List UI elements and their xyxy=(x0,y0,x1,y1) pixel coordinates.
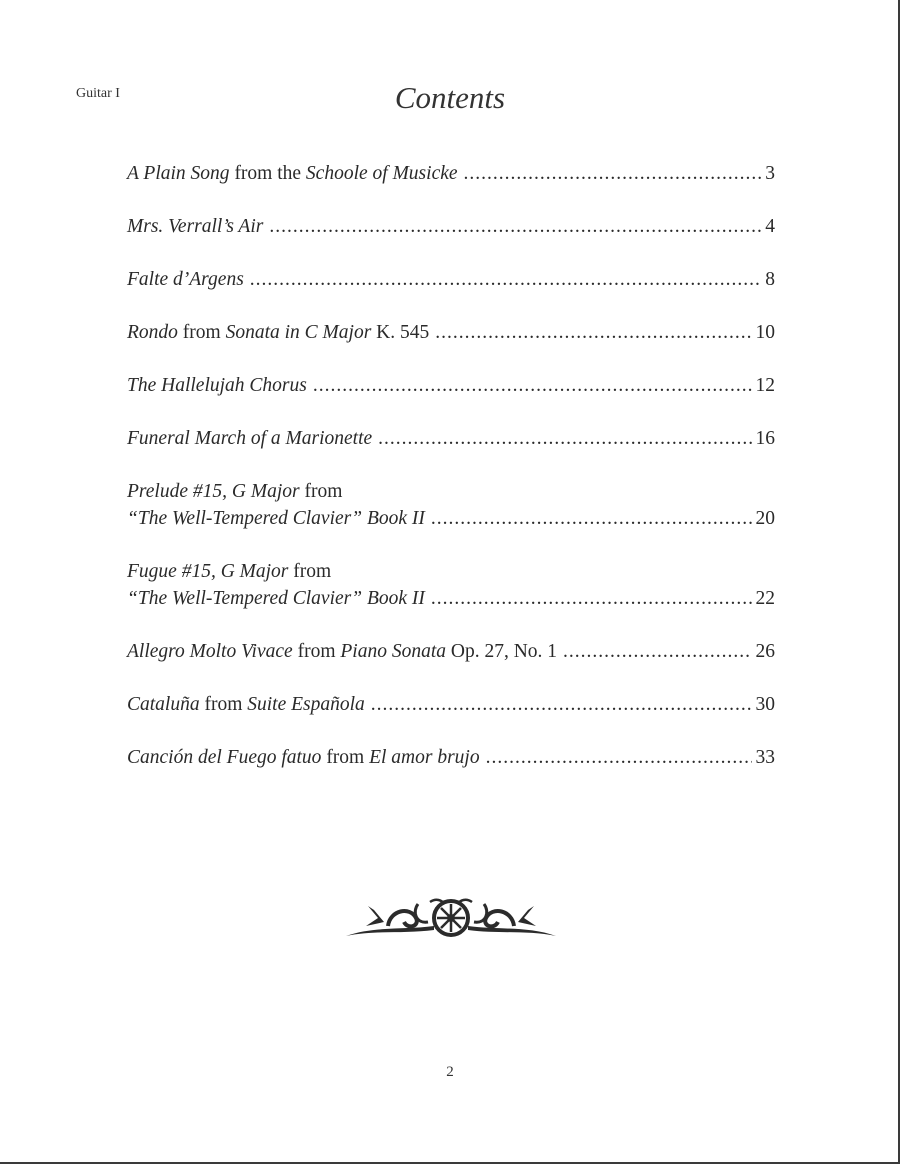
toc-page-number: 3 xyxy=(765,163,775,184)
toc-title-segment: Allegro Molto Vivace xyxy=(127,641,293,662)
toc-entry xyxy=(127,319,775,346)
toc-title-segment: Mrs. Verrall’s Air xyxy=(127,216,264,237)
toc-title-segment: from xyxy=(199,694,248,715)
dot-leader xyxy=(269,213,761,240)
page-title: Contents xyxy=(394,80,506,115)
dot-leader xyxy=(563,638,751,665)
toc-title-segment: from xyxy=(177,322,226,343)
toc-entry-title xyxy=(127,319,429,346)
toc-title-segment: from xyxy=(299,481,343,502)
toc-title-segment: Sonata in C Major xyxy=(225,322,372,343)
toc-page-number: 4 xyxy=(765,216,775,237)
floral-ornament-icon xyxy=(344,896,558,944)
toc-entry-title xyxy=(127,638,557,665)
toc-entry-row xyxy=(127,372,775,399)
instrument-label: Guitar I xyxy=(76,86,120,101)
toc-page-number: 16 xyxy=(755,428,775,449)
toc-page-number: 12 xyxy=(755,375,775,396)
toc-title-segment: “The Well-Tempered Clavier” Book II xyxy=(127,508,425,529)
toc-title-segment: Funeral March of a Marionette xyxy=(127,428,373,449)
toc-entry-row xyxy=(127,160,775,187)
toc-title-segment: El amor brujo xyxy=(369,747,480,768)
toc-entry-row xyxy=(127,266,775,293)
toc-entry-title xyxy=(127,691,365,718)
toc-title-segment: “The Well-Tempered Clavier” Book II xyxy=(127,588,425,609)
toc-title-segment: from the xyxy=(229,163,306,184)
toc-entry-row xyxy=(127,744,775,771)
toc-title-segment: Schoole of Musicke xyxy=(305,163,458,184)
toc-title-segment: The Hallelujah Chorus xyxy=(127,375,307,396)
toc-title-segment: Cataluña xyxy=(127,694,200,715)
toc-entry-first-line xyxy=(127,558,775,585)
toc-title-segment: K. 545 xyxy=(371,322,430,343)
toc-entry xyxy=(127,478,775,532)
dot-leader xyxy=(431,585,752,612)
toc-entry-row xyxy=(127,425,775,452)
toc-title-segment: Fugue #15, G Major xyxy=(127,561,289,582)
toc-entry-title xyxy=(127,372,307,399)
toc-entry-title xyxy=(127,425,372,452)
toc-entry-row xyxy=(127,638,775,665)
toc-entry xyxy=(127,638,775,665)
toc-entry-title xyxy=(127,505,425,532)
dot-leader xyxy=(431,505,752,532)
toc-entry-row xyxy=(127,505,775,532)
toc-entry xyxy=(127,744,775,771)
toc-entry-row xyxy=(127,319,775,346)
toc-entry-title xyxy=(127,585,425,612)
toc-entry-title xyxy=(127,744,480,771)
toc-entry-title xyxy=(127,266,244,293)
toc-entry-row xyxy=(127,691,775,718)
dot-leader xyxy=(313,372,752,399)
toc-page-number: 26 xyxy=(755,641,775,662)
toc-entry-first-line xyxy=(127,478,775,505)
toc-page-number: 33 xyxy=(755,747,775,768)
dot-leader xyxy=(378,425,751,452)
dot-leader xyxy=(464,160,762,187)
toc-entry xyxy=(127,160,775,187)
toc-title-segment: from xyxy=(288,561,332,582)
toc-entry xyxy=(127,266,775,293)
toc-title-segment: from xyxy=(321,747,370,768)
toc-entry-row xyxy=(127,585,775,612)
toc-title-segment: Op. 27, No. 1 xyxy=(445,641,558,662)
toc-page-number: 10 xyxy=(755,322,775,343)
toc-title-segment: Canción del Fuego fatuo xyxy=(127,747,322,768)
toc-title-segment: Piano Sonata xyxy=(340,641,446,662)
dot-leader xyxy=(250,266,761,293)
dot-leader xyxy=(486,744,752,771)
toc-page-number: 30 xyxy=(755,694,775,715)
toc-entry xyxy=(127,558,775,612)
toc-title-segment: A Plain Song xyxy=(127,163,230,184)
toc-page-number: 20 xyxy=(755,508,775,529)
toc-entry xyxy=(127,213,775,240)
toc-entry xyxy=(127,691,775,718)
toc-title-segment: from xyxy=(292,641,341,662)
toc-entry xyxy=(127,425,775,452)
toc-entry-row xyxy=(127,213,775,240)
toc-entry-title xyxy=(127,213,263,240)
toc-title-segment: Falte d’Argens xyxy=(127,269,244,290)
page-number: 2 xyxy=(446,1064,454,1080)
toc-title-segment: Prelude #15, G Major xyxy=(127,481,300,502)
toc-page-number: 8 xyxy=(765,269,775,290)
toc-page-number: 22 xyxy=(755,588,775,609)
toc-entry-title xyxy=(127,160,458,187)
toc-title-segment: Suite Española xyxy=(247,694,365,715)
dot-leader xyxy=(435,319,751,346)
toc-title-segment: Rondo xyxy=(127,322,178,343)
toc-entry xyxy=(127,372,775,399)
dot-leader xyxy=(371,691,752,718)
